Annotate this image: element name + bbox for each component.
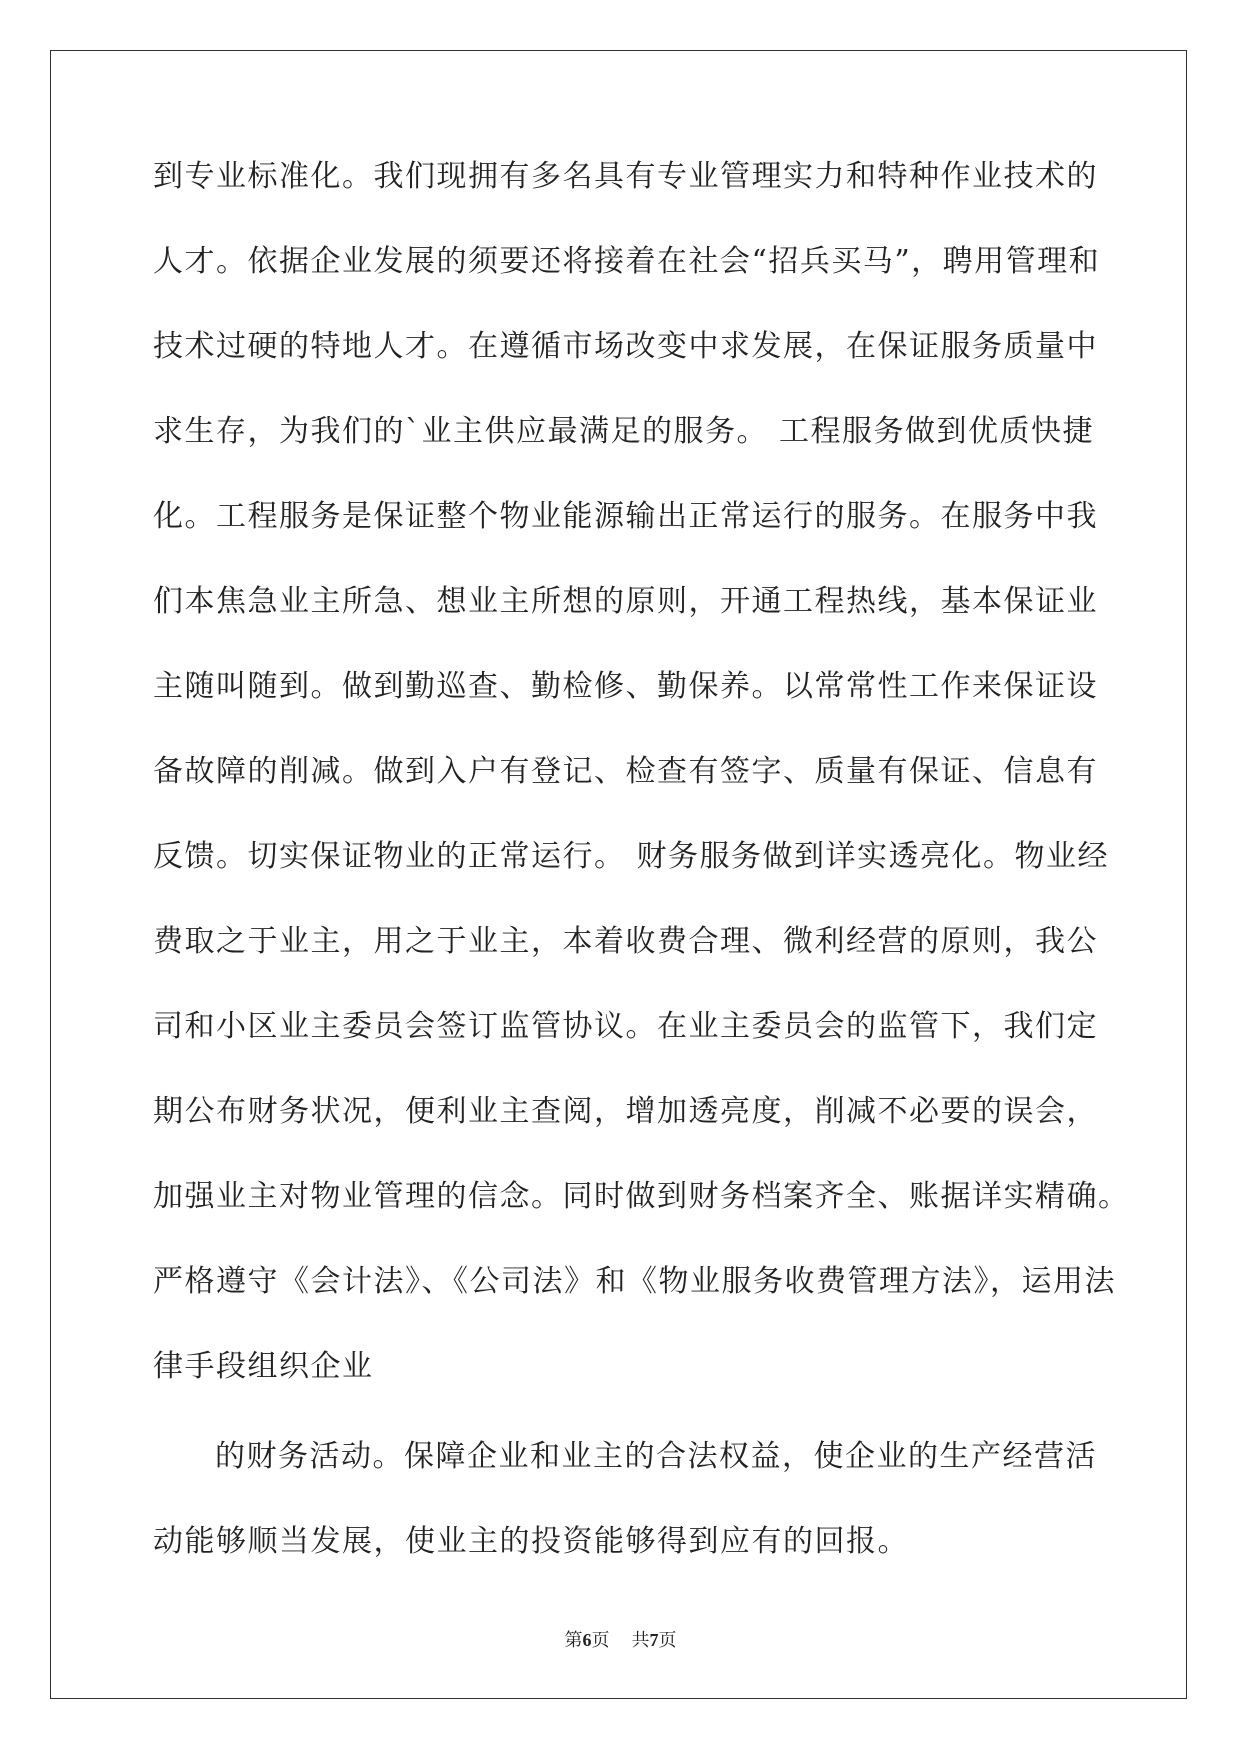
paragraph-2-line: 的财务活动。保障企业和业主的合法权益，使企业的生产经营活 [215,1439,1097,1474]
paragraph-2-line: 动能够顺当发展，使业主的投资能够得到应有的回报。 [153,1524,909,1559]
text-line: 加强业主对物业管理的信念。同时做到财务档案齐全、账据详实精确。 [153,1179,1130,1214]
text-line: 费取之于业主，用之于业主，本着收费合理、微利经营的原则，我公 [153,924,1098,959]
total-prefix: 共 [631,1630,650,1650]
text-line: 们本焦急业主所急、想业主所想的原则，开通工程热线，基本保证业 [153,584,1098,619]
text-line: 律手段组织企业 [153,1349,374,1384]
current-page-number: 6 [582,1630,592,1650]
page-number-footer [0,1626,1241,1652]
text-line: 到专业标准化。我们现拥有多名具有专业管理实力和特种作业技术的 [153,159,1098,194]
page-suffix: 页 [591,1630,610,1650]
total-page-number: 7 [649,1630,659,1650]
text-line: 反馈。切实保证物业的正常运行。 财务服务做到详实透亮化。物业经 [153,839,1110,874]
text-line: 严格遵守《会计法》、《公司法》和《物业服务收费管理方法》，运用法 [153,1264,1116,1299]
text-line: 化。工程服务是保证整个物业能源输出正常运行的服务。在服务中我 [153,499,1098,534]
text-line: 备故障的削减。做到入户有登记、检查有签字、质量有保证、信息有 [153,754,1098,789]
total-suffix: 页 [658,1630,677,1650]
text-line: 司和小区业主委员会签订监管协议。在业主委员会的监管下，我们定 [153,1009,1098,1044]
text-line: 求生存，为我们的`业主供应最满足的服务。 工程服务做到优质快捷 [153,414,1095,449]
page-prefix: 第 [564,1630,583,1650]
text-line: 技术过硬的特地人才。在遵循市场改变中求发展，在保证服务质量中 [153,329,1098,364]
text-line: 期公布财务状况，便利业主查阅，增加透亮度，削减不必要的误会， [153,1094,1098,1129]
document-body [153,157,1130,1607]
text-line: 人才。依据企业发展的须要还将接着在社会“招兵买马”，聘用管理和 [153,244,1101,279]
text-line: 主随叫随到。做到勤巡查、勤检修、勤保养。以常常性工作来保证设 [153,669,1098,704]
